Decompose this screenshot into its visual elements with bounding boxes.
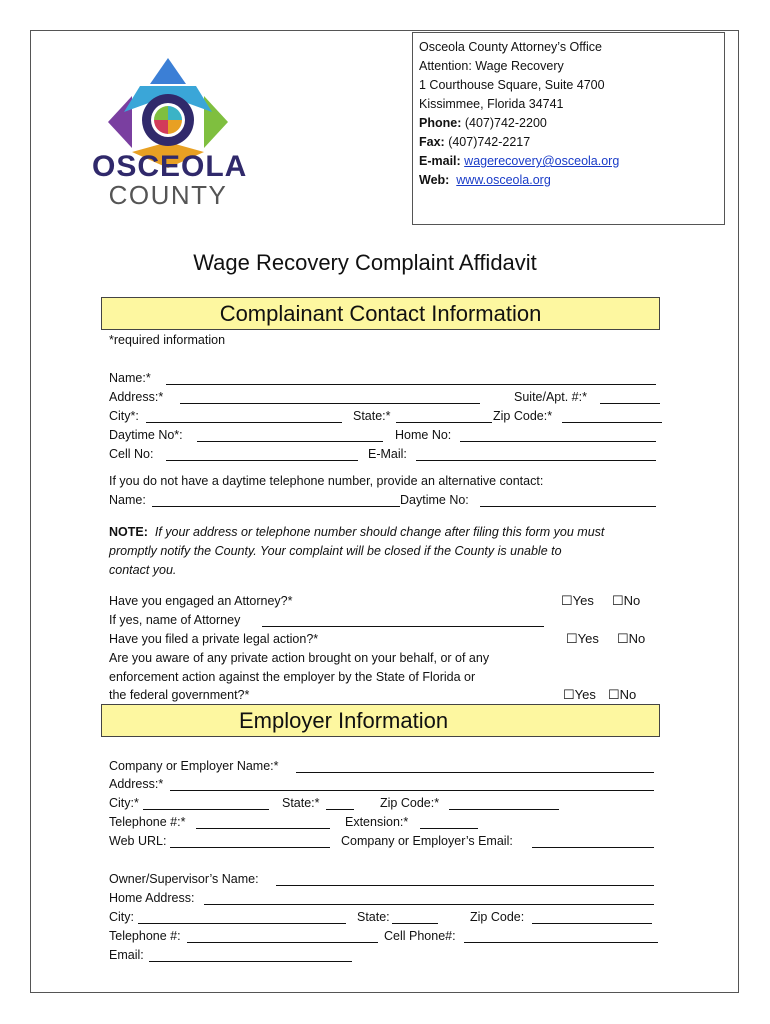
employer-telephone-field[interactable] [196,828,330,829]
alt-daytime-field[interactable] [480,506,656,507]
owner-email-label: Email: [109,948,144,962]
office-name: Osceola County Attorney’s Office [419,40,602,54]
attorney-name-field[interactable] [262,626,544,627]
daytime-field[interactable] [197,441,383,442]
cell-phone-field[interactable] [464,942,658,943]
office-city: Kissimmee, Florida 34741 [419,97,564,111]
home-address-label: Home Address: [109,891,195,905]
q-attorney-name: If yes, name of Attorney [109,613,241,627]
daytime-label: Daytime No*: [109,428,183,442]
name-label: Name:* [109,371,151,385]
private-no-checkbox[interactable]: ☐No [617,631,646,646]
office-fax: (407)742-2217 [448,135,531,149]
home-address-field[interactable] [204,904,654,905]
cell-phone-label: Cell Phone#: [384,929,456,943]
address-field[interactable] [180,403,480,404]
zip-label: Zip Code:* [493,409,553,423]
attorney-yes-checkbox[interactable]: ☐Yes [561,593,594,608]
note-line-1 [109,524,604,540]
employer-city-label: City:* [109,796,139,810]
employer-zip-label: Zip Code:* [380,796,440,810]
state-label: State:* [353,409,391,423]
zip-field[interactable] [562,422,662,423]
home-field[interactable] [460,441,656,442]
owner-telephone-field[interactable] [187,942,378,943]
employer-address-label: Address:* [109,777,164,791]
q-aware-2: enforcement action against the employer by the State of Florida or [109,670,476,684]
email-label: E-mail: [419,154,461,168]
owner-field[interactable] [276,885,654,886]
city-label: City*: [109,409,139,423]
note-line-2: promptly notify the County. Your complaint will be closed if the County is unable to [109,544,562,558]
fax-label: Fax: [419,135,445,149]
note-label: NOTE: [109,525,148,539]
cell-field[interactable] [166,460,358,461]
company-email-field[interactable] [532,847,654,848]
email-label: E-Mail: [368,447,407,461]
suite-label: Suite/Apt. #:* [514,390,587,404]
employer-address-field[interactable] [170,790,654,791]
logo-text-county: COUNTY [108,180,228,210]
alt-name-field[interactable] [152,506,400,507]
alt-contact-intro: If you do not have a daytime telephone number, provide an alternative contact: [109,474,544,488]
q-aware-1: Are you aware of any private action brought on your behalf, or of any [109,651,490,665]
office-street: 1 Courthouse Square, Suite 4700 [419,78,605,92]
company-email-label: Company or Employer’s Email: [341,834,513,848]
attorney-no-checkbox[interactable]: ☐No [612,593,641,608]
owner-label: Owner/Supervisor’s Name: [109,872,259,886]
company-field[interactable] [296,772,654,773]
owner-zip-field[interactable] [532,923,652,924]
state-field[interactable] [396,422,492,423]
name-field[interactable] [166,384,656,385]
required-note: *required information [109,333,226,347]
web-label: Web: [419,173,450,187]
employer-city-field[interactable] [143,809,269,810]
private-yes-checkbox[interactable]: ☐Yes [566,631,599,646]
owner-city-label: City: [109,910,134,924]
complainant-section-heading: Complainant Contact Information [101,297,660,330]
q-aware-3: the federal government?* [109,688,250,702]
employer-state-label: State:* [282,796,320,810]
owner-city-field[interactable] [138,923,346,924]
owner-email-field[interactable] [149,961,352,962]
suite-field[interactable] [600,403,660,404]
aware-no-checkbox[interactable]: ☐No [608,687,637,702]
office-phone: (407)742-2200 [464,116,547,130]
phone-label: Phone: [419,116,462,130]
web-url-label: Web URL: [109,834,167,848]
aware-yes-checkbox[interactable]: ☐Yes [563,687,596,702]
company-label: Company or Employer Name:* [109,759,279,773]
owner-zip-label: Zip Code: [470,910,525,924]
cell-label: Cell No: [109,447,154,461]
note-line-3: contact you. [109,563,177,577]
employer-state-field[interactable] [326,809,354,810]
web-url-field[interactable] [170,847,330,848]
office-web-link[interactable]: www.osceola.org [456,173,551,187]
owner-state-field[interactable] [392,923,438,924]
owner-telephone-label: Telephone #: [109,929,181,943]
office-email-link[interactable]: wagerecovery@osceola.org [464,154,620,168]
home-label: Home No: [395,428,452,442]
q-attorney: Have you engaged an Attorney?* [109,594,293,608]
email-field[interactable] [416,460,656,461]
extension-field[interactable] [420,828,478,829]
extension-label: Extension:* [345,815,409,829]
form-title: Wage Recovery Complaint Affidavit [193,250,537,275]
office-address-box [412,32,725,225]
alt-name-label: Name: [109,493,146,507]
employer-zip-field[interactable] [449,809,559,810]
logo-text-osceola: OSCEOLA [92,150,248,183]
city-field[interactable] [146,422,342,423]
employer-telephone-label: Telephone #:* [109,815,186,829]
note-text-1: If your address or telephone number should change after filing this form you must [154,525,605,539]
office-attention: Attention: Wage Recovery [419,59,564,73]
owner-state-label: State: [357,910,390,924]
q-private-action: Have you filed a private legal action?* [109,632,319,646]
address-label: Address:* [109,390,164,404]
employer-section-heading: Employer Information [101,704,660,737]
alt-daytime-label: Daytime No: [400,493,469,507]
